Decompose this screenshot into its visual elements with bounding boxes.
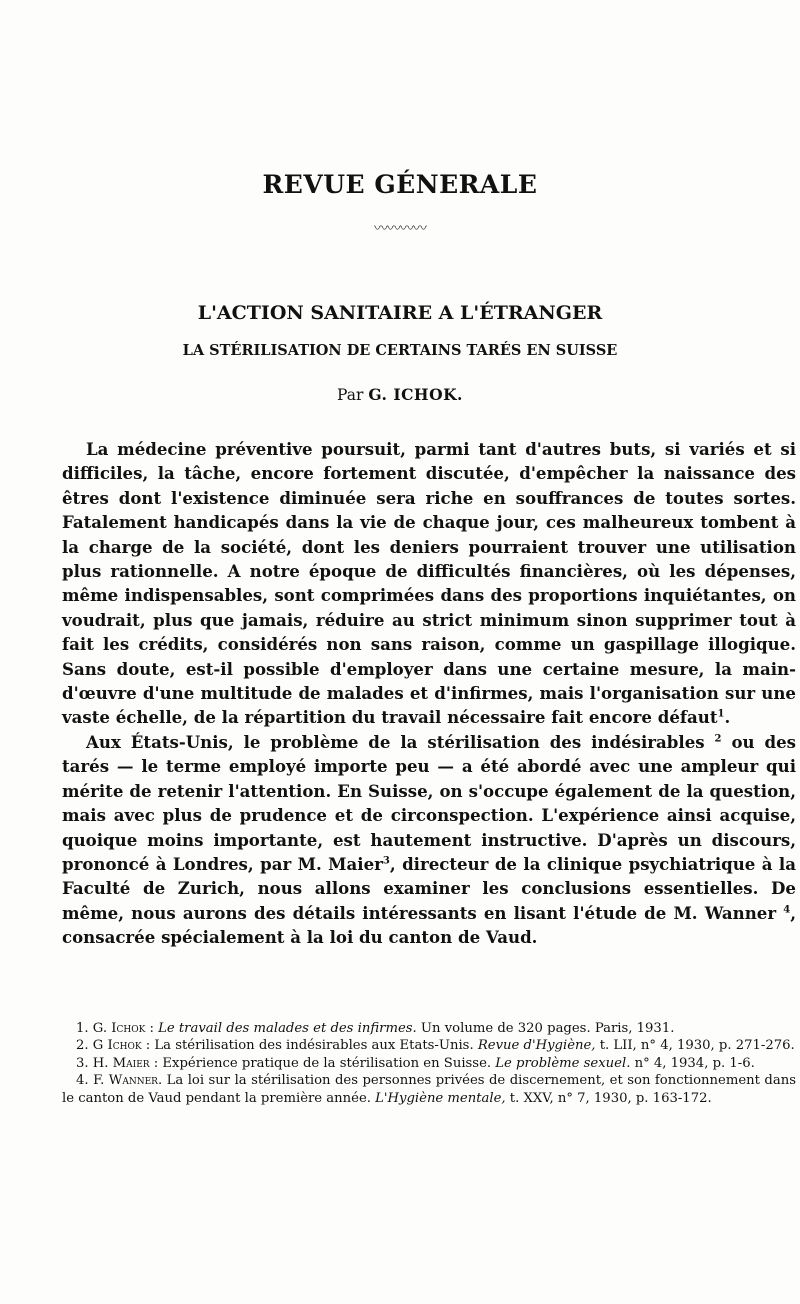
footnote-ref: 3 <box>382 855 390 867</box>
paragraph <box>62 437 796 730</box>
section-heading: REVUE GÉNERALE <box>262 170 538 199</box>
footnote-number: 4. <box>76 1073 89 1089</box>
footnote-details: t. XXV, n° 7, 1930, p. 163-172. <box>505 1090 712 1106</box>
footnote-number: 1. <box>76 1021 89 1036</box>
footnote-details: Un volume de 320 pages. Paris, 1931. <box>416 1021 675 1036</box>
footnote-text: Expérience pratique de la stérilisation en Suisse. <box>162 1055 496 1071</box>
paragraph-text: , consacrée spécialement à la loi du canton de Vaud. <box>62 902 796 948</box>
paragraph-end: . <box>724 707 731 728</box>
footnote-author: F. Wanner <box>93 1073 158 1089</box>
author-line <box>0 385 800 404</box>
paragraph-text: La médecine préventive poursuit, parmi tant d'autres buts, si variés et si difficiles, la tâche, encore fortement discutée, d'empêcher la naissance des êtres dont l'existence diminuée sera riche en souffrances de toutes sortes. Fatalement handicapés dans la vie de chaque jour, ces malheureux tombent à la charge de la société, dont les deniers pourraient trouver une utilisation plus rationnelle. A notre époque de difficultés financières, où les dépenses, même indispensables, sont comprimées dans des proportions inquiétantes, on voudrait, plus que jamais, réduire au strict minimum sinon supprimer tout à fait les crédits, considérés non sans raison, comme un gaspillage illogique. Sans doute, est-il possible d'employer dans une certaine mesure, la main-d'œuvre d'une multitude de malades et d'infirmes, mais l'organisation sur une vaste échelle, de la répartition du travail nécessaire fait encore défaut <box>62 439 796 728</box>
footnote-author: G. Ichok <box>92 1021 146 1036</box>
footnote <box>62 1072 796 1107</box>
footnote-ref: 1 <box>717 708 725 720</box>
footnote-separator: : <box>141 1038 155 1054</box>
author-prefix: Par <box>337 386 364 404</box>
article-title: L'ACTION SANITAIRE A L'ÉTRANGER <box>197 302 603 324</box>
footnote-ref: 4 <box>783 904 791 916</box>
footnote-text: La loi sur la stérilisation des personnes privées de discernement, et son fonctionnement dans le canton de Vaud pendant la première année. <box>62 1073 796 1106</box>
footnotes <box>62 1020 796 1107</box>
paragraph-text: ou des tarés — le terme employé importe peu — a été abordé avec une ampleur qui mérite de retenir l'attention. En Suisse, on s'occupe également de la question, mais avec plus de prudence et de circonspection. L'expérience ainsi acquise, quoique moins importante, est hautement instructive. D'après un discours, prononcé à Londres, par M. Maier <box>62 731 796 874</box>
footnote-separator: : <box>145 1021 159 1036</box>
footnote <box>62 1020 796 1037</box>
footnote-ref: 2 <box>714 733 722 745</box>
footnote-author: G Ichok <box>92 1038 142 1054</box>
footnote-separator: . <box>157 1073 167 1089</box>
footnote-text: La stérilisation des indésirables aux Etats-Unis. <box>154 1038 478 1054</box>
paragraph <box>62 730 796 950</box>
article-subtitle: LA STÉRILISATION DE CERTAINS TARÉS EN SUISSE <box>182 342 618 359</box>
footnote-work: L'Hygiène mentale, <box>375 1090 506 1106</box>
author-name: G. ICHOK. <box>368 385 463 404</box>
footnote <box>62 1055 796 1072</box>
footnote-number: 3. <box>76 1055 89 1071</box>
footnote-separator: : <box>149 1055 163 1071</box>
footnote-work: Le travail des malades et des infirmes. <box>158 1021 417 1036</box>
paragraph-text: , directeur de la clinique psychiatrique à la Faculté de Zurich, nous allons examiner les conclusions essentielles. De même, nous aurons des détails intéressants en lisant l'étude de M. Wanner <box>62 853 796 923</box>
article-body <box>62 437 796 950</box>
footnote-number: 2. <box>76 1038 89 1054</box>
paragraph-text: Aux États-Unis, le problème de la stérilisation des indésirables <box>86 731 705 752</box>
decorative-ornament: 〰〰〰〰 <box>374 221 426 237</box>
footnote-details: n° 4, 1934, p. 1-6. <box>630 1055 755 1071</box>
footnote-work: Le problème sexuel. <box>495 1055 631 1071</box>
footnote-work: Revue d'Hygiène, <box>477 1038 596 1054</box>
footnote-author: H. Maier <box>92 1055 150 1071</box>
footnote <box>62 1037 796 1054</box>
footnote-details: t. LII, n° 4, 1930, p. 271-276. <box>595 1038 795 1054</box>
